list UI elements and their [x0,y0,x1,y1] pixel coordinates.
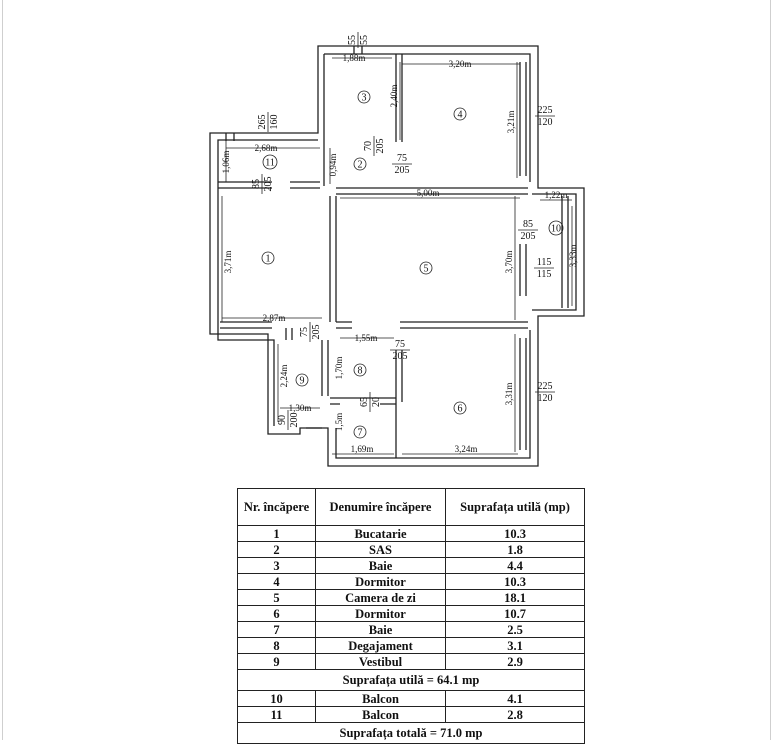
opening-width: 85 [523,219,533,230]
room-number-cell: 1 [238,526,316,542]
usable-area-total: Suprafața utilă = 64.1 mp [238,670,585,691]
room-name-cell: Dormitor [316,606,446,622]
room-number: 10 [551,223,561,235]
opening-height: 205 [311,324,322,340]
room-marker-10 [549,221,563,235]
opening-width: 90 [277,415,288,425]
room-name-cell: Baie [316,622,446,638]
table-row [238,654,585,670]
table-row [238,558,585,574]
room-area-cell: 2.5 [446,622,585,638]
opening-width: 75 [397,153,407,164]
room-area-cell: 1.8 [446,542,585,558]
room-area-cell: 4.1 [446,691,585,707]
room-marker-6 [454,402,466,415]
opening-width: 225 [537,381,553,392]
dim-label: 2,40m [389,84,399,108]
opening-height: 205 [392,351,408,362]
dim-label: 5,00m [416,188,440,198]
opening-labels [251,32,555,430]
opening-label [535,105,555,128]
opening-label [251,174,274,194]
opening-height: 120 [537,117,553,128]
dim-label: 3,21m [506,110,516,134]
opening-label [392,153,412,176]
table-row [238,622,585,638]
opening-height: 205 [263,176,274,192]
opening-label [535,381,555,404]
opening-label [518,219,538,242]
room-name-cell: Degajament [316,638,446,654]
total-area: Suprafața totală = 71.0 mp [238,723,585,744]
dim-label: 1,06m [221,150,231,174]
room-area-cell: 10.7 [446,606,585,622]
table-row [238,606,585,622]
opening-width: 75 [395,339,405,350]
dim-label: 3,71m [223,250,233,274]
opening-width: 75 [299,327,310,337]
opening-width: 65 [359,397,370,407]
room-number-cell: 9 [238,654,316,670]
room-area-cell: 4.4 [446,558,585,574]
dim-label: 3,70m [504,250,514,274]
room-number: 8 [357,365,363,377]
dim-label: 1,88m [342,53,366,63]
room-number-cell: 6 [238,606,316,622]
room-marker-9 [296,374,308,387]
total-row [238,723,585,744]
dim-label: 3,20m [448,59,472,69]
opening-height: 205 [520,231,536,242]
room-area-table [237,488,585,744]
room-number-cell: 7 [238,622,316,638]
col-header-area: Suprafața utilă (mp) [446,489,585,526]
room-name-cell: Balcon [316,691,446,707]
table-row [238,574,585,590]
room-name-cell: Balcon [316,707,446,723]
opening-width: 70 [363,141,374,151]
room-number: 6 [457,403,463,415]
room-number-cell: 11 [238,707,316,723]
dim-label: 3,33m [568,244,578,268]
dim-label: 1,5m [334,412,344,432]
opening-height: 200 [289,412,300,428]
room-number-cell: 10 [238,691,316,707]
dim-label: 3,31m [504,382,514,406]
room-number: 3 [361,92,367,104]
room-number: 11 [265,157,275,169]
dim-label: 2,24m [279,364,289,388]
room-marker-3 [358,91,370,104]
room-number: 1 [265,253,271,265]
dim-label: 1,69m [350,444,374,454]
room-name-cell: Camera de zi [316,590,446,606]
opening-height: 120 [537,393,553,404]
table-row [238,542,585,558]
opening-width: 225 [537,105,553,116]
room-number-cell: 5 [238,590,316,606]
col-header-room-name: Denumire încăpere [316,489,446,526]
room-name-cell: Vestibul [316,654,446,670]
opening-height: 160 [269,114,280,130]
room-name-cell: Bucatarie [316,526,446,542]
room-number: 2 [357,159,363,171]
room-number-cell: 2 [238,542,316,558]
table-row [238,590,585,606]
table-row [238,707,585,723]
opening-label [347,32,370,48]
room-number-cell: 3 [238,558,316,574]
subtotal-row [238,670,585,691]
opening-width: 85 [251,179,262,189]
room-area-cell: 10.3 [446,526,585,542]
opening-label [390,339,410,362]
opening-width: 55 [347,35,358,45]
col-header-room-number: Nr. încăpere [238,489,316,526]
room-area-cell: 18.1 [446,590,585,606]
room-number: 7 [357,427,363,439]
dim-label: 1,55m [354,333,378,343]
opening-height: 55 [359,35,370,45]
room-marker-4 [454,108,466,121]
opening-width: 265 [257,114,268,130]
opening-label [363,136,386,156]
room-number-cell: 8 [238,638,316,654]
room-name-cell: SAS [316,542,446,558]
opening-label [534,257,554,280]
opening-label [359,392,382,412]
dim-label: 1,70m [334,356,344,380]
dim-label: 1,30m [288,403,312,413]
room-number: 9 [299,375,305,387]
room-name-cell: Baie [316,558,446,574]
dim-label: 3,24m [454,444,478,454]
table-row [238,526,585,542]
room-area-cell: 2.9 [446,654,585,670]
opening-label [277,410,300,430]
opening-height: 205 [394,165,410,176]
room-marker-8 [354,364,366,377]
table-row [238,638,585,654]
opening-height: 205 [375,138,386,154]
room-number: 5 [423,263,429,275]
room-area-cell: 10.3 [446,574,585,590]
opening-height: 20 [371,397,382,407]
room-name-cell: Dormitor [316,574,446,590]
dim-label: 2,87m [262,313,286,323]
room-area-cell: 3.1 [446,638,585,654]
table-header-row [238,489,585,526]
dim-label: 1,22m [544,190,568,200]
room-marker-5 [420,262,432,275]
dim-label: 2,68m [254,143,278,153]
room-number-cell: 4 [238,574,316,590]
opening-height: 115 [536,269,552,280]
dim-label: 0,94m [328,153,338,177]
opening-label [299,322,322,342]
room-marker-7 [354,426,366,439]
room-marker-1 [262,252,274,265]
opening-width: 115 [536,257,552,268]
room-marker-11 [263,155,277,169]
table-row [238,691,585,707]
room-number: 4 [457,109,463,121]
opening-label [257,112,280,132]
room-marker-2 [354,158,366,171]
room-markers [262,91,563,439]
room-area-cell: 2.8 [446,707,585,723]
